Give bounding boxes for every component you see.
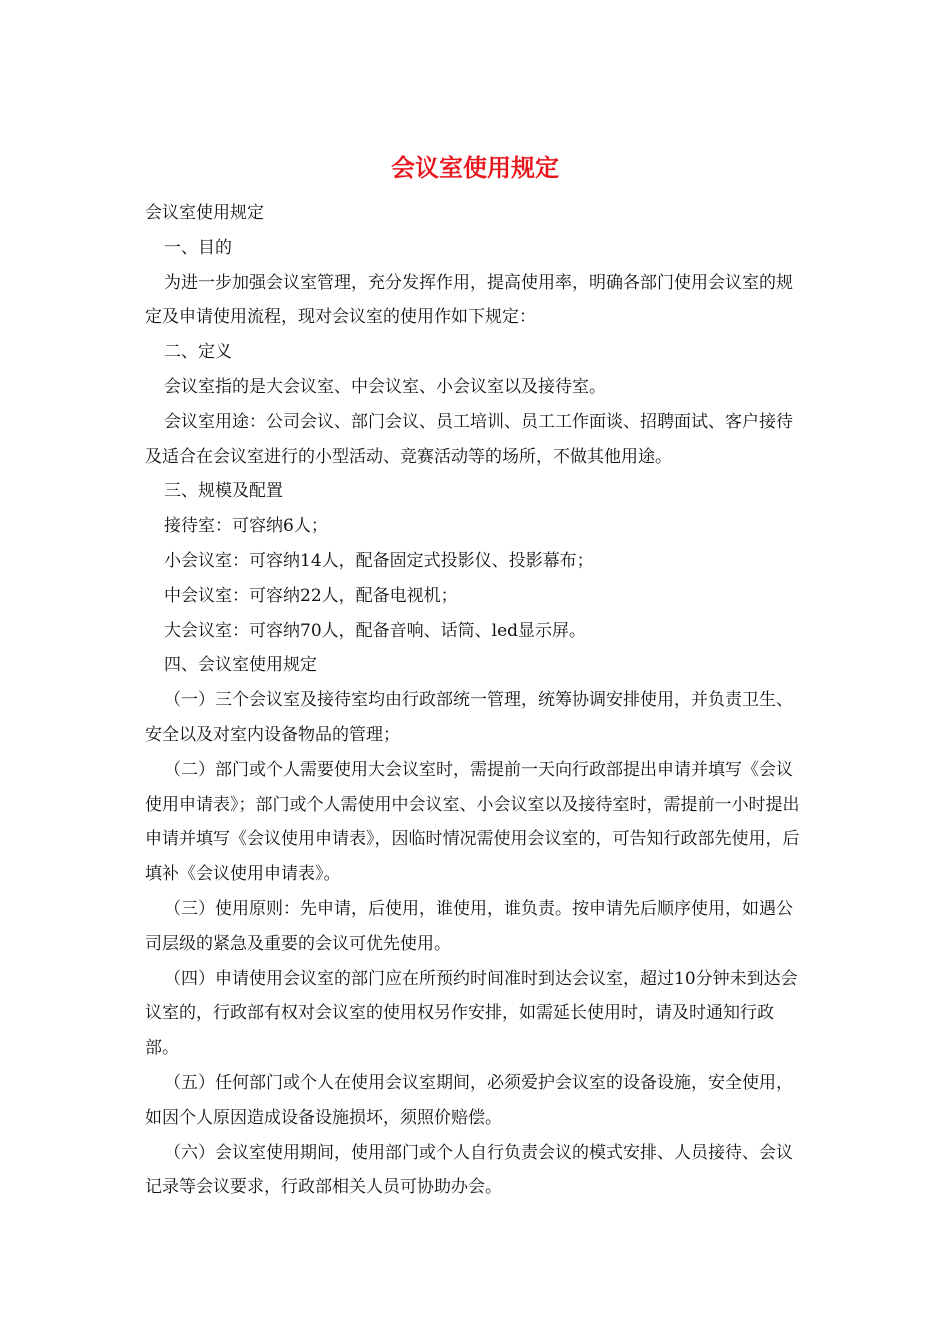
paragraph: 小会议室：可容纳14人，配备固定式投影仪、投影幕布； <box>164 550 594 571</box>
paragraph: （六）会议室使用期间，使用部门或个人自行负责会议的模式安排、人员接待、会议记录等会议要求，行政部相关人员可协助办会。 <box>145 1142 793 1198</box>
paragraph: 接待室：可容纳6人； <box>164 516 328 537</box>
paragraph: 为进一步加强会议室管理，充分发挥作用，提高使用率，明确各部门使用会议室的规定及申请使用流程，现对会议室的使用作如下规定： <box>145 272 793 328</box>
section-heading-purpose: 一、目的 <box>164 237 232 258</box>
paragraph: （四）申请使用会议室的部门应在所预约时间准时到达会议室，超过10分钟未到达会议室的，行政部有权对会议室的使用权另作安排，如需延长使用时，请及时通知行政部。 <box>145 968 798 1059</box>
paragraph: （三）使用原则：先申请，后使用，谁使用，谁负责。按申请先后顺序使用，如遇公司层级的紧急及重要的会议可优先使用。 <box>145 898 793 954</box>
document-body <box>145 196 805 1205</box>
paragraph: 会议室用途：公司会议、部门会议、员工培训、员工工作面谈、招聘面试、客户接待及适合在会议室进行的小型活动、竞赛活动等的场所，不做其他用途。 <box>145 411 793 467</box>
paragraph: （一）三个会议室及接待室均由行政部统一管理，统筹协调安排使用，并负责卫生、安全以及对室内设备物品的管理； <box>145 690 793 745</box>
paragraph: 会议室使用规定 <box>145 203 264 223</box>
paragraph: （二）部门或个人需要使用大会议室时，需提前一天向行政部提出申请并填写《会议使用申请表》；部门或个人需使用中会议室、小会议室以及接待室时，需提前一小时提出申请并填写《会议使用申请表》，因临时情况需使用会议室的，可告知行政部先使用，后填补《会议使用申请表》。 <box>145 759 800 885</box>
section-heading-scale: 三、规模及配置 <box>164 481 283 502</box>
paragraph: （五）任何部门或个人在使用会议室期间，必须爱护会议室的设备设施，安全使用，如因个人原因造成设备设施损坏，须照价赔偿。 <box>145 1072 793 1128</box>
section-heading-definition: 二、定义 <box>164 342 232 363</box>
section-heading-rules: 四、会议室使用规定 <box>164 655 317 676</box>
paragraph: 大会议室：可容纳70人，配备音响、话筒、led显示屏。 <box>164 620 587 641</box>
paragraph: 会议室指的是大会议室、中会议室、小会议室以及接待室。 <box>164 376 606 397</box>
paragraph: 中会议室：可容纳22人，配备电视机； <box>164 585 458 606</box>
document-title: 会议室使用规定 <box>391 154 559 182</box>
